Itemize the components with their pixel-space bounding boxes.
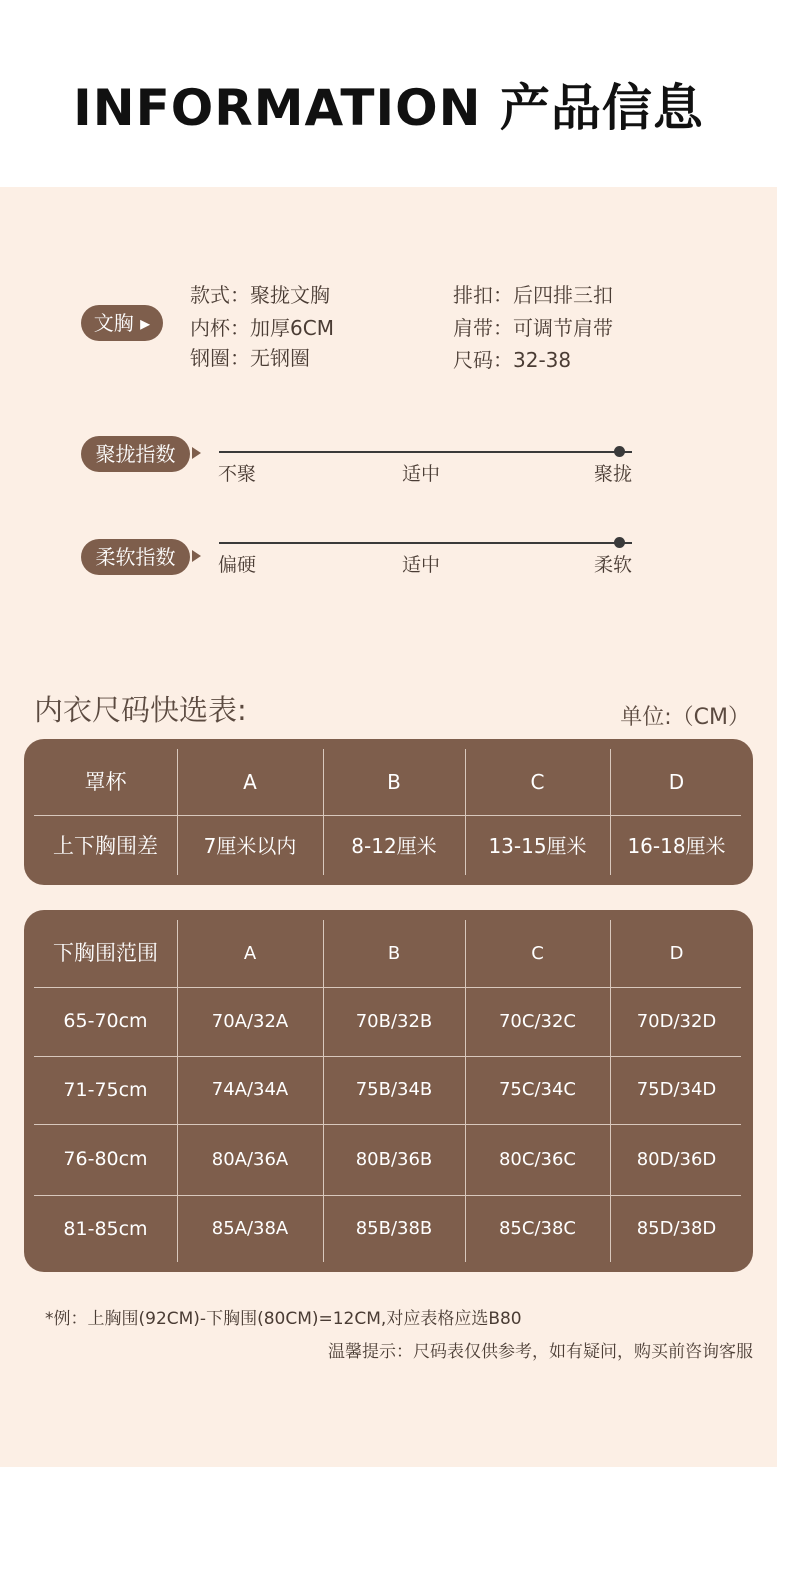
table-cell: 80D/36D [636,1149,717,1170]
spec-style: 款式：聚拢文胸 [190,283,330,307]
softness-high-label: 柔软 [594,554,633,576]
arrow-icon [192,447,201,459]
table-header-cell: C [530,770,545,794]
table-cell: 85D/38D [636,1218,717,1239]
example-note: *例：上胸围(92CM)-下胸围(80CM)=12CM,对应表格应选B80 [45,1309,522,1329]
softness-scale-line [219,542,632,544]
push-up-index-label: 聚拢指数 [81,436,190,472]
table-cell: 70C/32C [498,1011,576,1032]
table-cell: 71-75cm [63,1079,148,1101]
table-cell: 85B/38B [355,1218,433,1239]
table-cell: 75B/34B [355,1079,433,1100]
table-cell: 70A/32A [211,1011,289,1032]
table-cell: 13-15厘米 [488,834,587,858]
page-title: INFORMATION 产品信息 [73,79,704,137]
table-header-cell: D [668,770,685,794]
table-cell: 70D/32D [636,1011,717,1032]
table-cell: 80C/36C [498,1149,576,1170]
push-up-mid-label: 适中 [402,463,441,485]
cup-table [24,739,753,885]
table-cell: 75D/34D [636,1079,717,1100]
table-header-cell: C [531,943,544,964]
table-cell: 16-18厘米 [627,834,726,858]
tip-note: 温馨提示：尺码表仅供参考，如有疑问，购买前咨询客服 [328,1342,753,1362]
table-header-cell: A [243,943,257,964]
band-table [24,910,753,1272]
push-up-scale-line [219,451,632,453]
table-header-cell: 下胸围范围 [53,941,158,965]
spec-strap: 肩带：可调节肩带 [453,316,613,340]
table-cell: 80B/36B [355,1149,433,1170]
table-cell: 74A/34A [211,1079,289,1100]
table-cell: 70B/32B [355,1011,433,1032]
table-cell: 81-85cm [63,1218,148,1240]
table-cell: 76-80cm [63,1148,148,1170]
size-chart-title: 内衣尺码快选表: [34,693,247,727]
table-cell: 85C/38C [498,1218,576,1239]
table-header-cell: 罩杯 [84,770,127,794]
arrow-icon [192,550,201,562]
softness-low-label: 偏硬 [218,554,257,576]
table-cell: 75C/34C [498,1079,576,1100]
spec-size: 尺码：32-38 [453,348,572,372]
softness-index-label: 柔软指数 [81,539,190,575]
table-cell: 80A/36A [211,1149,289,1170]
push-up-high-label: 聚拢 [594,463,633,485]
table-cell: 8-12厘米 [351,834,437,858]
bra-tag: 文胸 ▸ [81,305,163,341]
unit-label: 单位:（CM） [620,705,750,730]
table-header-cell: D [669,943,684,964]
table-cell: 上下胸围差 [53,834,158,858]
table-cell: 7厘米以内 [203,834,297,858]
spec-wire: 钢圈：无钢圈 [190,346,310,370]
table-header-cell: B [387,770,401,794]
push-up-scale-marker [614,446,625,457]
table-header-cell: B [387,943,401,964]
softness-scale-marker [614,537,625,548]
table-cell: 85A/38A [211,1218,289,1239]
spec-hooks: 排扣：后四排三扣 [453,283,613,307]
spec-cup: 内杯：加厚6CM [190,316,334,340]
table-cell: 65-70cm [63,1010,148,1032]
push-up-low-label: 不聚 [218,463,257,485]
softness-mid-label: 适中 [402,554,441,576]
table-header-cell: A [243,770,257,794]
